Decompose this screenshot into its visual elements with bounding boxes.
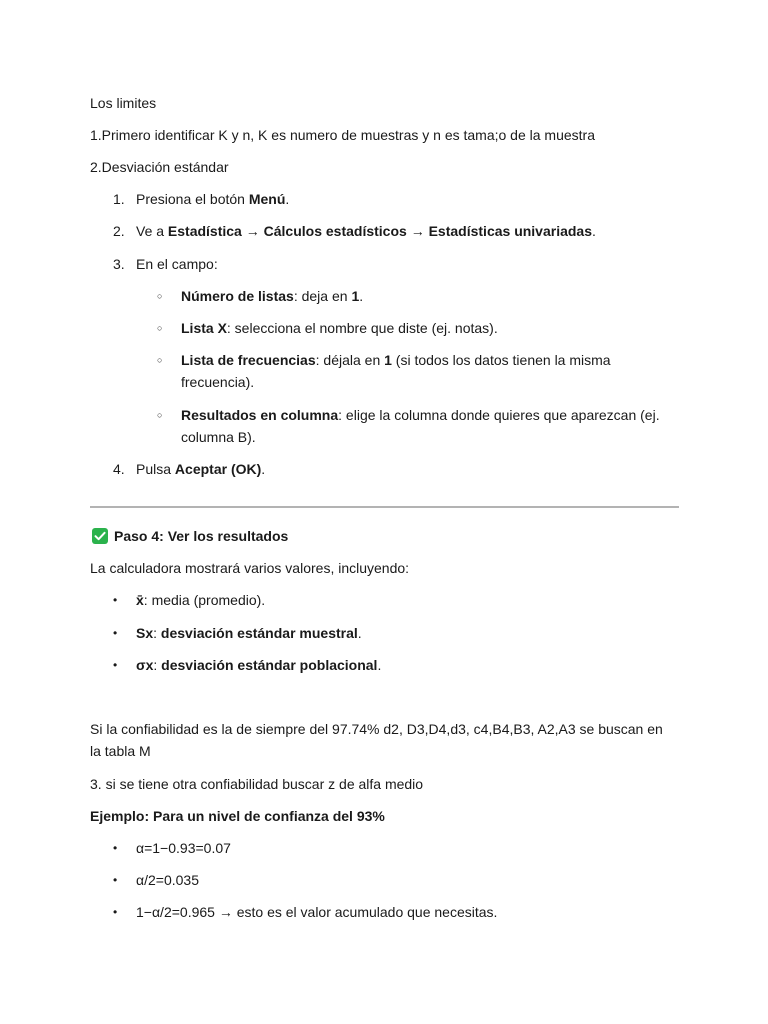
example-item-alpha: α=1−0.93=0.07 [136, 840, 231, 856]
result-item-sigma-x: σx: desviación estándar poblacional. [136, 657, 382, 673]
circle-bullet: ○ [157, 410, 163, 420]
example-item-alpha-half: α/2=0.035 [136, 872, 199, 888]
check-box-icon [92, 528, 108, 544]
sub-item-lista-frecuencias: Lista de frecuencias: déjala en 1 (si todos los datos tienen la misma frecuencia). [181, 352, 611, 390]
example-item-cumulative: 1−α/2=0.965 → esto es el valor acumulado que necesitas. [136, 904, 498, 920]
sub-item-lista-x: Lista X: selecciona el nombre que diste (ej. notas). [181, 320, 498, 336]
list-number: 2. [113, 223, 125, 239]
list-number: 1. [113, 191, 125, 207]
list-number: 4. [113, 461, 125, 477]
circle-bullet: ○ [157, 355, 163, 365]
circle-bullet: ○ [157, 323, 163, 333]
bullet: • [113, 841, 118, 855]
list-item-menu: Presiona el botón Menú. [136, 191, 290, 207]
result-item-sx: Sx: desviación estándar muestral. [136, 625, 362, 641]
list-item-estadistica: Ve a Estadística → Cálculos estadísticos → Estadísticas univariadas. [136, 223, 596, 239]
paragraph-step-2: 2.Desviación estándar [90, 159, 229, 175]
paragraph-los-limites: Los limites [90, 95, 157, 111]
horizontal-rule [90, 506, 679, 508]
list-number: 3. [113, 256, 125, 272]
bullet: • [113, 626, 118, 640]
bullet: • [113, 593, 118, 607]
paragraph-calculadora: La calculadora mostrará varios valores, incluyendo: [90, 560, 410, 576]
example-heading: Ejemplo: Para un nivel de confianza del 93% [90, 808, 385, 824]
sub-item-numero-listas: Número de listas: deja en 1. [181, 288, 364, 304]
bullet: • [113, 873, 118, 887]
paragraph-z-alfa-medio: 3. si se tiene otra confiabilidad buscar z de alfa medio [90, 776, 424, 792]
list-item-aceptar: Pulsa Aceptar (OK). [136, 461, 266, 477]
result-item-media: x̄: media (promedio). [136, 592, 266, 608]
bullet: • [113, 658, 118, 672]
list-item-campo: En el campo: [136, 256, 218, 272]
bullet: • [113, 905, 118, 919]
paragraph-confiabilidad: Si la confiabilidad es la de siempre del 97.74% d2, D3,D4,d3, c4,B4,B3, A2,A3 se buscan en la tabla M [90, 721, 663, 759]
paragraph-step-1: 1.Primero identificar K y n, K es numero de muestras y n es tama;o de la muestra [90, 127, 595, 143]
sub-item-resultados-columna: Resultados en columna: elige la columna donde quieres que aparezcan (ej. columna B). [181, 407, 660, 445]
section-heading-paso-4: Paso 4: Ver los resultados [114, 528, 289, 544]
circle-bullet: ○ [157, 291, 163, 301]
